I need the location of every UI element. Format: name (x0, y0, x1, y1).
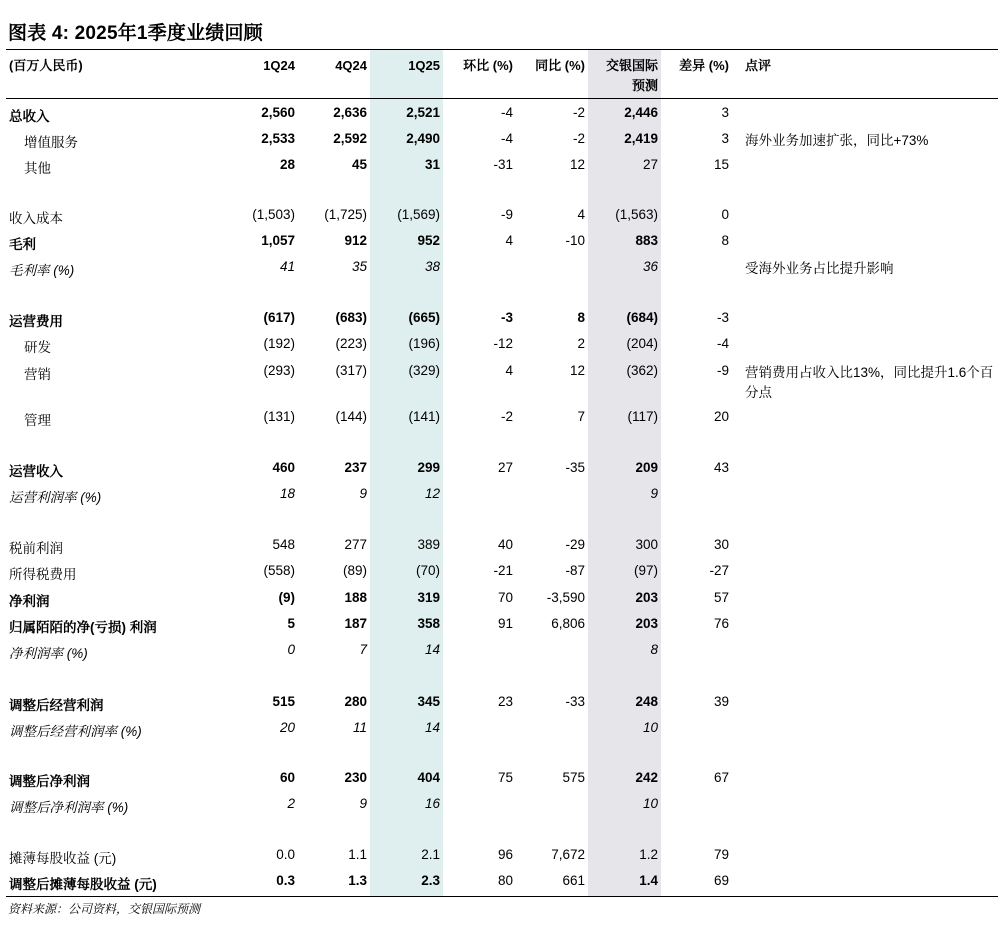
table-row (0, 692, 1004, 714)
row-value: 230 (344, 770, 367, 785)
row-value: 70 (497, 590, 513, 605)
row-label: 净利润率 (%) (9, 646, 88, 661)
table-row (0, 458, 1004, 480)
row-value: 1.3 (348, 873, 367, 888)
header-4q24: 4Q24 (335, 58, 367, 73)
row-value: (1,503) (252, 207, 295, 222)
row-value: 0.0 (276, 847, 295, 862)
row-label: 管理 (24, 413, 51, 428)
row-value: 2,533 (261, 131, 295, 146)
row-value: 91 (497, 616, 513, 631)
row-label: 增值服务 (24, 135, 78, 150)
row-label: 总收入 (9, 109, 50, 124)
row-value: -9 (500, 207, 513, 222)
row-value: 27 (497, 460, 513, 475)
row-value: (89) (342, 563, 367, 578)
row-value: 80 (497, 873, 513, 888)
row-value: -3 (500, 310, 513, 325)
row-value: 8 (721, 233, 729, 248)
table-row (0, 535, 1004, 557)
table-row (0, 231, 1004, 253)
row-value: 8 (577, 310, 585, 325)
row-value: 912 (344, 233, 367, 248)
row-label: 调整后摊薄每股收益 (元) (9, 877, 157, 892)
table-row (0, 334, 1004, 356)
row-value: 23 (497, 694, 513, 709)
row-value: (362) (626, 363, 658, 378)
row-value: 79 (713, 847, 729, 862)
row-value: 35 (351, 259, 367, 274)
row-value: 203 (635, 590, 658, 605)
row-label: 运营收入 (9, 464, 63, 479)
row-value: 7 (359, 642, 367, 657)
row-value: -2 (572, 131, 585, 146)
table-row (0, 129, 1004, 151)
row-value: 75 (497, 770, 513, 785)
row-value: 2,560 (261, 105, 295, 120)
row-value: 43 (713, 460, 729, 475)
row-value: 300 (635, 537, 658, 552)
header-forecast: 交银国际 预测 (605, 58, 658, 93)
row-label: 净利润 (9, 594, 50, 609)
row-value: 30 (713, 537, 729, 552)
row-value: (131) (263, 409, 295, 424)
row-value: (684) (626, 310, 658, 325)
row-value: 8 (650, 642, 658, 657)
row-value: (558) (263, 563, 295, 578)
row-value: 2.3 (421, 873, 440, 888)
row-value: 404 (417, 770, 440, 785)
row-value: (70) (415, 563, 440, 578)
row-value: 2,446 (624, 105, 658, 120)
row-value: 1.1 (348, 847, 367, 862)
row-value: 277 (344, 537, 367, 552)
row-value: 6,806 (551, 616, 585, 631)
row-value: 12 (569, 363, 585, 378)
row-value: (9) (278, 590, 295, 605)
row-value: 60 (279, 770, 295, 785)
row-value: 2 (287, 796, 295, 811)
row-value: 9 (359, 486, 367, 501)
row-value: (329) (408, 363, 440, 378)
table-row (0, 718, 1004, 740)
row-value: -87 (565, 563, 585, 578)
row-label: 收入成本 (9, 211, 63, 226)
row-value: 9 (359, 796, 367, 811)
row-value: 188 (344, 590, 367, 605)
row-value: -21 (493, 563, 513, 578)
row-value: (144) (335, 409, 367, 424)
row-value: (97) (633, 563, 658, 578)
row-value: 248 (635, 694, 658, 709)
row-value: -29 (565, 537, 585, 552)
header-1q24: 1Q24 (263, 58, 295, 73)
row-value: 4 (505, 233, 513, 248)
row-value: 27 (642, 157, 658, 172)
row-value: 14 (424, 720, 440, 735)
row-value: 7,672 (551, 847, 585, 862)
row-label: 税前利润 (9, 541, 63, 556)
row-value: 237 (344, 460, 367, 475)
row-value: (1,569) (397, 207, 440, 222)
table-row (0, 561, 1004, 583)
row-value: 57 (713, 590, 729, 605)
row-value: 0 (721, 207, 729, 222)
row-value: 209 (635, 460, 658, 475)
table-row (0, 155, 1004, 177)
row-value: 36 (642, 259, 658, 274)
row-value: -33 (565, 694, 585, 709)
row-label: 运营利润率 (%) (9, 490, 102, 505)
row-value: 389 (417, 537, 440, 552)
row-value: 4 (577, 207, 585, 222)
row-label: 毛利 (9, 237, 36, 252)
row-value: 2.1 (421, 847, 440, 862)
row-value: -4 (500, 105, 513, 120)
row-value: 28 (279, 157, 295, 172)
row-value: 69 (713, 873, 729, 888)
row-comment: 海外业务加速扩张，同比+73% (745, 133, 929, 148)
header-unit-label: (百万人民币) (9, 58, 83, 73)
row-value: 3 (721, 131, 729, 146)
row-value: 9 (650, 486, 658, 501)
row-value: 67 (713, 770, 729, 785)
row-label: 研发 (24, 340, 51, 355)
row-value: (117) (627, 409, 658, 424)
row-value: 2 (577, 336, 585, 351)
table-top-rule (6, 49, 998, 50)
row-value: 3 (721, 105, 729, 120)
row-label: 其他 (24, 161, 51, 176)
row-value: 7 (577, 409, 585, 424)
table-row (0, 205, 1004, 227)
row-value: 2,592 (333, 131, 367, 146)
row-value: 358 (417, 616, 440, 631)
row-value: 10 (642, 796, 658, 811)
row-label: 调整后净利润率 (%) (9, 800, 129, 815)
table-row (0, 257, 1004, 279)
source-note: 资料来源：公司资料，交银国际预测 (8, 902, 201, 916)
table-row (0, 361, 1004, 400)
row-value: 38 (424, 259, 440, 274)
row-label: 调整后净利润 (9, 774, 90, 789)
row-value: -2 (500, 409, 513, 424)
row-label: 归属陌陌的净(亏损) 利润 (9, 620, 157, 635)
table-row (0, 588, 1004, 610)
row-value: 20 (279, 720, 295, 735)
row-value: 18 (279, 486, 295, 501)
header-1q25: 1Q25 (408, 58, 440, 73)
row-value: 345 (417, 694, 440, 709)
table-row (0, 640, 1004, 662)
row-value: 2,490 (406, 131, 440, 146)
row-label: 运营费用 (9, 314, 63, 329)
row-value: 661 (562, 873, 585, 888)
table-row (0, 768, 1004, 790)
row-value: 12 (569, 157, 585, 172)
row-label: 所得税费用 (9, 567, 77, 582)
table-row (0, 845, 1004, 867)
row-value: 187 (344, 616, 367, 631)
row-value: 2,636 (333, 105, 367, 120)
row-value: (141) (408, 409, 440, 424)
row-value: -3,590 (546, 590, 585, 605)
row-value: 952 (417, 233, 440, 248)
row-value: -10 (565, 233, 585, 248)
row-value: -27 (709, 563, 729, 578)
row-value: 12 (424, 486, 440, 501)
row-comment: 营销费用占收入比13%，同比提升1.6个百分点 (745, 365, 994, 400)
table-bottom-rule (6, 896, 998, 897)
row-value: 5 (287, 616, 295, 631)
row-value: -12 (493, 336, 513, 351)
row-value: 20 (713, 409, 729, 424)
table-row (0, 871, 1004, 893)
row-label: 毛利率 (%) (9, 263, 75, 278)
row-value: 39 (713, 694, 729, 709)
row-value: 16 (424, 796, 440, 811)
table-row (0, 103, 1004, 125)
row-value: -31 (493, 157, 513, 172)
row-value: 31 (424, 157, 440, 172)
row-value: (223) (335, 336, 367, 351)
row-value: (293) (263, 363, 295, 378)
row-value: 1.2 (639, 847, 658, 862)
row-value: -4 (500, 131, 513, 146)
row-value: (683) (335, 310, 367, 325)
row-value: 14 (424, 642, 440, 657)
row-value: 96 (497, 847, 513, 862)
row-label: 调整后经营利润率 (%) (9, 724, 142, 739)
row-value: (1,563) (615, 207, 658, 222)
header-qoq: 环比 (%) (463, 58, 513, 73)
row-label: 营销 (24, 367, 51, 382)
table-row (0, 614, 1004, 636)
table-row (0, 308, 1004, 330)
row-value: 460 (272, 460, 295, 475)
row-value: 40 (497, 537, 513, 552)
row-value: 15 (713, 157, 729, 172)
row-value: 548 (272, 537, 295, 552)
row-value: 2,521 (406, 105, 440, 120)
row-value: (192) (263, 336, 295, 351)
row-comment: 受海外业务占比提升影响 (745, 261, 894, 276)
row-value: 4 (505, 363, 513, 378)
row-value: -3 (716, 310, 729, 325)
row-value: -9 (716, 363, 729, 378)
table-row (0, 484, 1004, 506)
row-label: 调整后经营利润 (9, 698, 104, 713)
row-value: 280 (344, 694, 367, 709)
row-value: (317) (335, 363, 367, 378)
row-value: (196) (408, 336, 440, 351)
row-value: 203 (635, 616, 658, 631)
row-value: 11 (352, 720, 367, 735)
row-value: (665) (408, 310, 440, 325)
row-value: 515 (272, 694, 295, 709)
header-yoy: 同比 (%) (535, 58, 585, 73)
table-row (0, 794, 1004, 816)
row-value: 10 (642, 720, 658, 735)
row-value: 242 (635, 770, 658, 785)
row-value: 299 (417, 460, 440, 475)
row-value: (1,725) (324, 207, 367, 222)
row-value: (204) (626, 336, 658, 351)
row-label: 摊薄每股收益 (元) (9, 851, 117, 866)
row-value: 0.3 (276, 873, 295, 888)
row-value: -35 (565, 460, 585, 475)
row-value: 0 (287, 642, 295, 657)
row-value: 1,057 (261, 233, 295, 248)
row-value: 319 (417, 590, 440, 605)
figure-title: 图表 4: 2025年1季度业绩回顾 (8, 23, 263, 44)
header-comment: 点评 (745, 58, 772, 73)
row-value: 41 (279, 259, 295, 274)
row-value: 76 (713, 616, 729, 631)
table-row (0, 407, 1004, 429)
row-value: -2 (572, 105, 585, 120)
header-diff: 差异 (%) (679, 58, 729, 73)
row-value: (617) (263, 310, 295, 325)
row-value: 45 (351, 157, 367, 172)
row-value: 1.4 (639, 873, 658, 888)
header-bottom-rule (6, 98, 998, 99)
row-value: 2,419 (624, 131, 658, 146)
row-value: 883 (635, 233, 658, 248)
row-value: -4 (716, 336, 729, 351)
row-value: 575 (562, 770, 585, 785)
